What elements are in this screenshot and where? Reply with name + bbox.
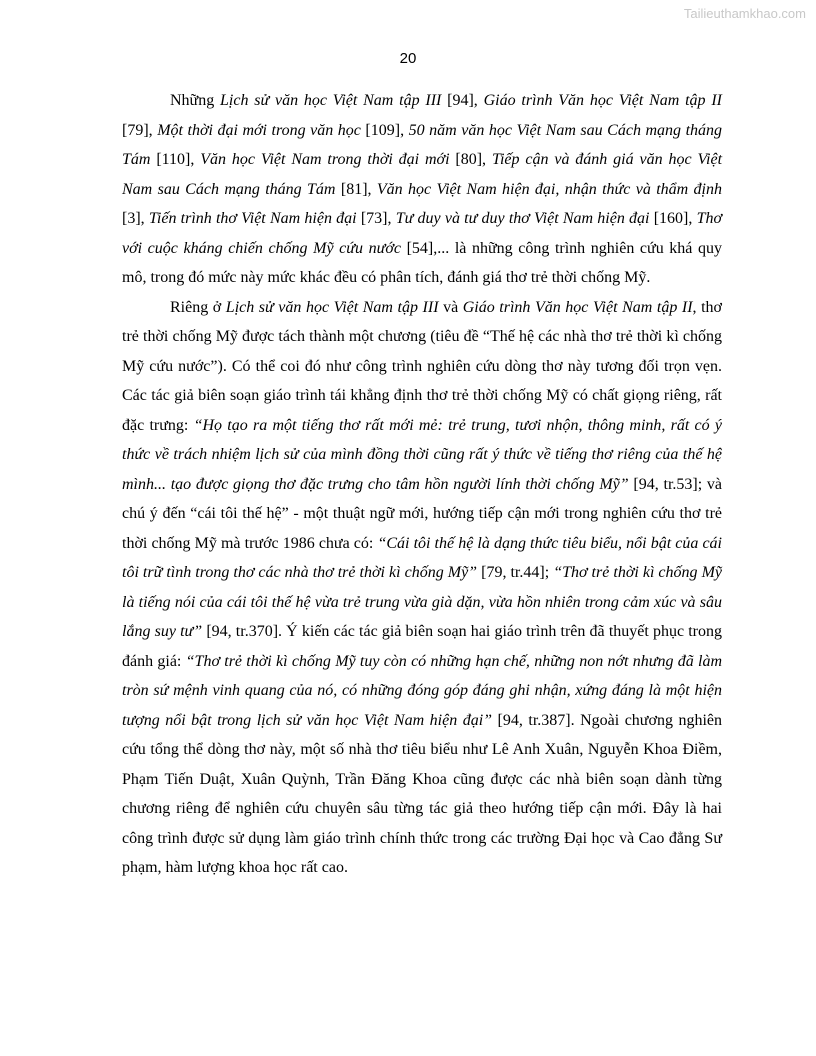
text-span: [3], [122,210,149,227]
text-span: [94], [441,92,484,109]
book-title: Văn học Việt Nam trong thời đại mới [200,151,450,168]
page-number: 20 [399,50,417,67]
quotation: “Cái tôi thế hệ là dạng thức tiêu biểu, nổi bật của cái tôi trữ tình trong thơ các nhà thơ trẻ thời kì chống Mỹ” [122,534,722,581]
book-title: Thơ với cuộc kháng chiến chống Mỹ cứu nước [122,210,723,257]
book-title: Lịch sử văn học Việt Nam tập III [225,298,439,316]
text-span: và [438,298,463,316]
text-span: [94, tr.370]. Ý kiến các tác giả biên soạn hai giáo trình trên đã thuyết phục trong đánh giá: [122,623,722,670]
book-title: Giáo trình Văn học Việt Nam tập II [483,92,722,109]
text-span: [94, tr.53]; và chú ý đến “cái tôi thế hệ” - một thuật ngữ mới, hướng tiếp cận mới trong nghiên cứu thơ trẻ thời chống Mỹ mà trước 1986 chưa có: [122,475,723,552]
book-title: Văn học Việt Nam hiện đại, nhận thức và thẩm định [376,180,723,198]
book-title: Lịch sử văn học Việt Nam tập III [220,92,442,109]
text-span: , thơ trẻ thời chống Mỹ được tách thành một chương (tiêu đề “Thế hệ các nhà thơ trẻ thời kì chống Mỹ cứu nước”). Có thể coi đó như công trình nghiên cứu dòng thơ này tương đối trọn vẹn. Các tác giả biên soạn giáo trình tái khẳng định thơ trẻ thời chống Mỹ có chất giọng riêng, rất đặc trưng: [122,298,723,434]
text-span: [160], [649,210,697,227]
text-span: [80], [449,151,492,168]
text-span: Những [170,92,221,109]
text-span: [110], [150,151,201,168]
book-title: Tiếp cận và đánh giá văn học Việt Nam sau Cách mạng tháng Tám [122,151,723,198]
book-title: Tư duy và tư duy thơ Việt Nam hiện đại [395,210,650,227]
quotation: “Thơ trẻ thời kì chống Mỹ là tiếng nói của cái tôi thế hệ vừa trẻ trung vừa già dặn, vừa hồn nhiên trong cảm xúc và sâu lắng suy tư” [122,564,722,640]
book-title: Một thời đại mới trong văn học [157,121,361,139]
quotation: “Họ tạo ra một tiếng thơ rất mới mẻ: trẻ trung, tươi nhộn, thông minh, rất có ý thức về trách nhiệm lịch sử của mình đồng thời cũng rất ý thức về tiếng thơ riêng của thế hệ mình... tạo được giọng thơ đặc trưng cho tâm hồn người lính thời chống Mỹ” [122,416,723,493]
text-span: [94, tr.387]. Ngoài chương nghiên cứu tổng thể dòng thơ này, một số nhà thơ tiêu biểu như Lê Anh Xuân, Nguyễn Khoa Điềm, Phạm Tiến Duật, Xuân Quỳnh, Trần Đăng Khoa cũng được các nhà biên soạn dành từng chương riêng để nghiên cứu chuyên sâu từng tác giả theo hướng tiếp cận mới. Đây là hai công trình được sử dụng làm giáo trình chính thức trong các trường Đại học và Cao đẳng Sư phạm, hàm lượng khoa học rất cao. [122,711,722,876]
watermark: Tailieuthamkhao.com [683,6,806,21]
text-span: [81], [335,180,377,198]
text-span: [73], [356,210,396,227]
text-span: [79, tr.44]; [477,564,554,581]
text-span: [79], [122,121,158,139]
quotation: “Thơ trẻ thời kì chống Mỹ tuy còn có những hạn chế, những non nớt nhưng đã làm tròn sứ mệnh vinh quang của nó, có những đóng góp đáng ghi nhận, xứng đáng là một hiện tượng nổi bật trong lịch sử văn học Việt Nam hiện đại” [122,652,723,729]
text-span: Riêng ở [170,298,226,316]
paragraph-1 [122,86,722,293]
book-title: Tiến trình thơ Việt Nam hiện đại [148,210,357,227]
book-title: Giáo trình Văn học Việt Nam tập II [462,298,693,316]
text-span: [109], [360,121,409,139]
paragraph-2 [122,293,722,883]
text-span: [54],... là những công trình nghiên cứu khá quy mô, trong đó mức này mức khác đều có phân tích, đánh giá thơ trẻ thời chống Mỹ. [122,239,723,286]
document-body [122,86,722,883]
book-title: 50 năm văn học Việt Nam sau Cách mạng tháng Tám [122,121,723,168]
